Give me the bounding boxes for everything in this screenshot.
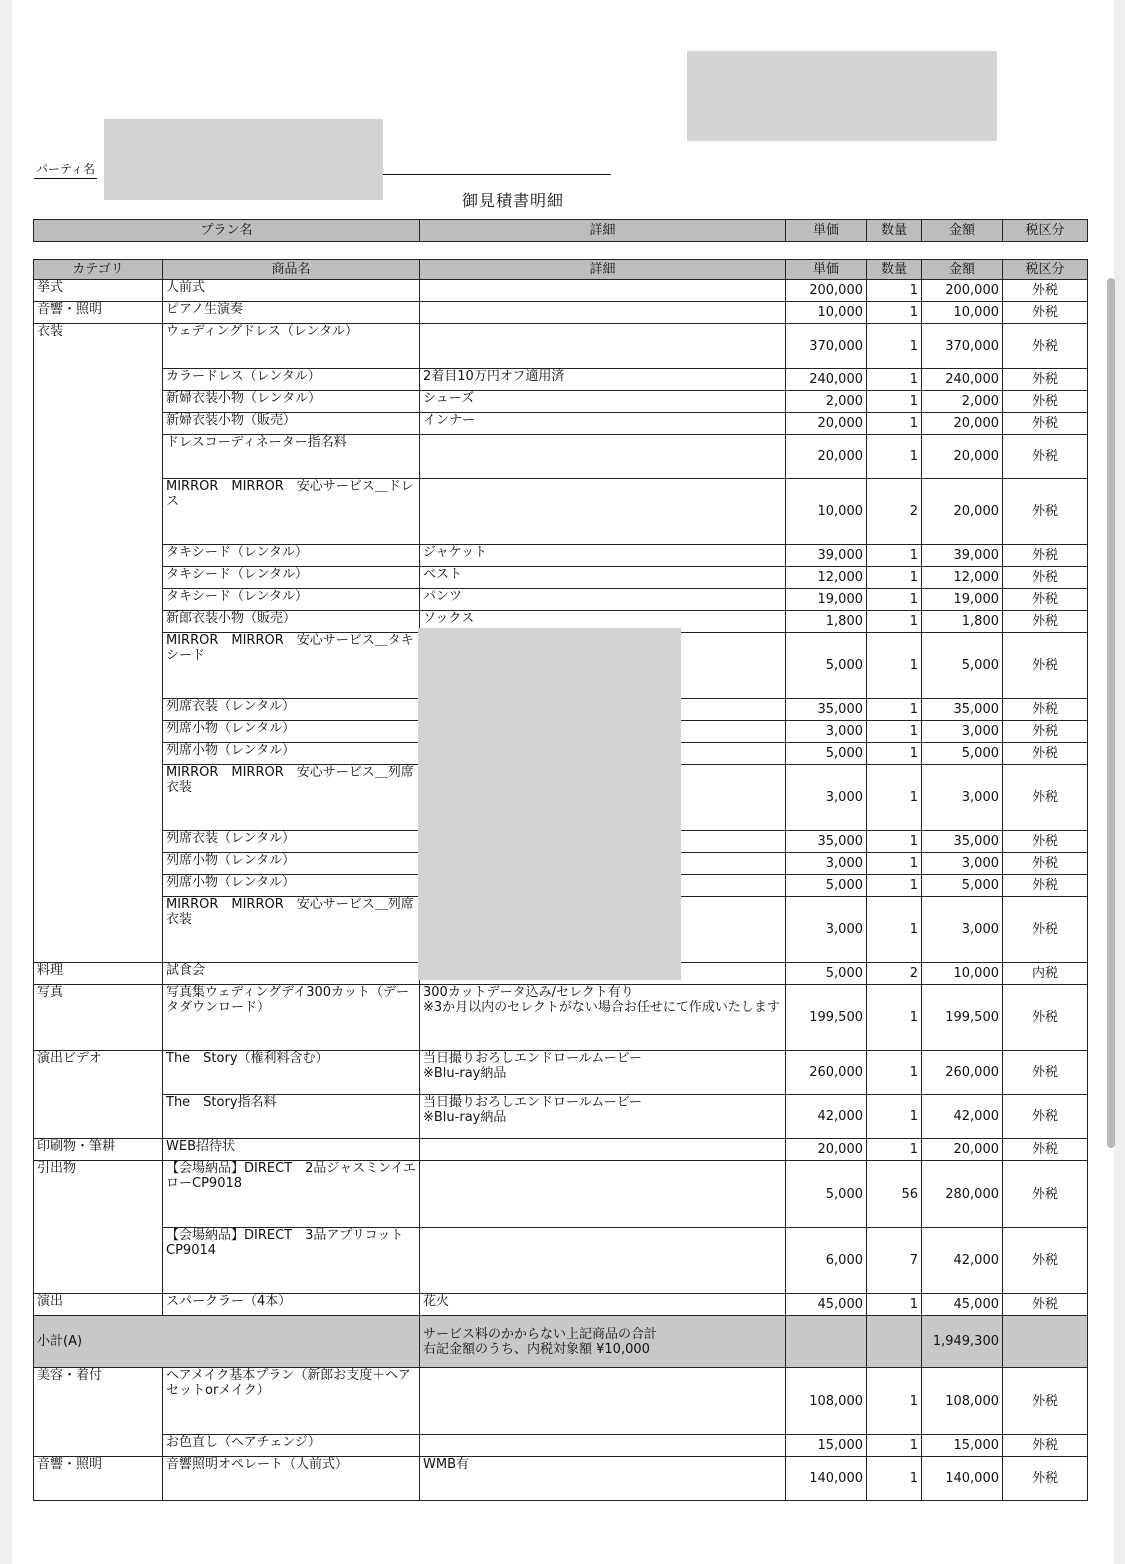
price-cell: 12,000: [786, 567, 867, 589]
tax-cell: 外税: [1003, 302, 1088, 324]
column-header: 税区分: [1003, 260, 1088, 280]
category-cell: [34, 1435, 163, 1457]
category-cell: [34, 743, 163, 765]
price-cell: 5,000: [786, 875, 867, 897]
price-cell: 5,000: [786, 963, 867, 985]
price-cell: 1,800: [786, 611, 867, 633]
category-cell: [34, 479, 163, 545]
redacted-block: [104, 119, 383, 200]
amount-cell: 20,000: [922, 1139, 1003, 1161]
item-cell: 列席小物（レンタル）: [163, 743, 420, 765]
amount-cell: 3,000: [922, 853, 1003, 875]
qty-cell: 1: [867, 1139, 922, 1161]
detail-cell: [420, 1228, 786, 1294]
table-row: [34, 1294, 1088, 1316]
tax-cell: 外税: [1003, 1228, 1088, 1294]
table-row: [34, 1051, 1088, 1095]
category-cell: 演出: [34, 1294, 163, 1316]
price-cell: 39,000: [786, 545, 867, 567]
category-cell: [34, 567, 163, 589]
page-title: 御見積書明細: [462, 191, 565, 210]
qty-cell: 7: [867, 1228, 922, 1294]
column-header: 金額: [922, 260, 1003, 280]
item-cell: 列席小物（レンタル）: [163, 875, 420, 897]
plan-header-cell: 単価: [786, 220, 867, 242]
price-cell: 35,000: [786, 699, 867, 721]
table-header-row: [34, 260, 1088, 280]
amount-cell: 1,800: [922, 611, 1003, 633]
table-row: [34, 391, 1088, 413]
table-row: [34, 1457, 1088, 1501]
category-cell: [34, 611, 163, 633]
amount-cell: 3,000: [922, 897, 1003, 963]
item-cell: WEB招待状: [163, 1139, 420, 1161]
item-cell: 試食会: [163, 963, 420, 985]
tax-cell: 外税: [1003, 1051, 1088, 1095]
tax-cell: 外税: [1003, 831, 1088, 853]
detail-cell: 当日撮りおろしエンドロールムービー ※Blu-ray納品: [420, 1051, 786, 1095]
price-cell: 2,000: [786, 391, 867, 413]
qty-cell: 1: [867, 633, 922, 699]
detail-cell: 花火: [420, 1294, 786, 1316]
category-cell: 美容・着付: [34, 1368, 163, 1435]
table-row: [34, 413, 1088, 435]
price-cell: 260,000: [786, 1051, 867, 1095]
category-cell: [34, 589, 163, 611]
party-name-label: パーティ名: [34, 160, 97, 179]
detail-cell: 2着目10万円オフ適用済: [420, 369, 786, 391]
amount-cell: 42,000: [922, 1228, 1003, 1294]
table-row: [34, 280, 1088, 302]
tax-cell: 外税: [1003, 479, 1088, 545]
amount-cell: 370,000: [922, 324, 1003, 369]
tax-cell: 外税: [1003, 1161, 1088, 1228]
item-cell: 人前式: [163, 280, 420, 302]
amount-cell: 3,000: [922, 721, 1003, 743]
table-row: [34, 324, 1088, 369]
amount-cell: 260,000: [922, 1051, 1003, 1095]
subtotal-label: 小計(A): [34, 1316, 420, 1368]
tax-cell: 外税: [1003, 875, 1088, 897]
qty-cell: 1: [867, 302, 922, 324]
category-cell: 衣装: [34, 324, 163, 369]
qty-cell: 1: [867, 1368, 922, 1435]
qty-cell: 2: [867, 963, 922, 985]
qty-cell: 1: [867, 831, 922, 853]
item-cell: お色直し（ヘアチェンジ）: [163, 1435, 420, 1457]
category-cell: [34, 391, 163, 413]
column-header: 数量: [867, 260, 922, 280]
tax-cell: 外税: [1003, 589, 1088, 611]
qty-cell: 1: [867, 1294, 922, 1316]
item-cell: ピアノ生演奏: [163, 302, 420, 324]
item-cell: The Story指名料: [163, 1095, 420, 1139]
qty-cell: 56: [867, 1161, 922, 1228]
amount-cell: 45,000: [922, 1294, 1003, 1316]
category-cell: [34, 633, 163, 699]
amount-cell: 240,000: [922, 369, 1003, 391]
tax-cell: 外税: [1003, 1435, 1088, 1457]
amount-cell: 5,000: [922, 743, 1003, 765]
qty-cell: 1: [867, 1051, 922, 1095]
detail-cell: ジャケット: [420, 545, 786, 567]
tax-cell: 外税: [1003, 853, 1088, 875]
tax-cell: 外税: [1003, 721, 1088, 743]
category-cell: [34, 831, 163, 853]
detail-cell: [420, 280, 786, 302]
table-row: [34, 1139, 1088, 1161]
item-cell: 音響照明オペレート（人前式）: [163, 1457, 420, 1501]
amount-cell: 5,000: [922, 875, 1003, 897]
price-cell: 108,000: [786, 1368, 867, 1435]
tax-cell: 外税: [1003, 413, 1088, 435]
item-cell: ドレスコーディネーター指名料: [163, 435, 420, 479]
table-row: [34, 567, 1088, 589]
table-row: [34, 1161, 1088, 1228]
detail-cell: ベスト: [420, 567, 786, 589]
amount-cell: 15,000: [922, 1435, 1003, 1457]
column-header: カテゴリ: [34, 260, 163, 280]
amount-cell: 5,000: [922, 633, 1003, 699]
item-cell: ウェディングドレス（レンタル）: [163, 324, 420, 369]
price-cell: 240,000: [786, 369, 867, 391]
price-cell: 10,000: [786, 479, 867, 545]
table-row: [34, 1368, 1088, 1435]
redacted-block: [418, 628, 681, 980]
tax-cell: 外税: [1003, 435, 1088, 479]
amount-cell: 280,000: [922, 1161, 1003, 1228]
price-cell: 45,000: [786, 1294, 867, 1316]
amount-cell: 20,000: [922, 479, 1003, 545]
category-cell: 印刷物・筆耕: [34, 1139, 163, 1161]
amount-cell: 12,000: [922, 567, 1003, 589]
plan-header-cell: プラン名: [34, 220, 420, 242]
item-cell: 列席小物（レンタル）: [163, 853, 420, 875]
price-cell: 5,000: [786, 743, 867, 765]
amount-cell: 42,000: [922, 1095, 1003, 1139]
item-cell: 新郎衣装小物（販売）: [163, 611, 420, 633]
category-cell: [34, 897, 163, 963]
detail-cell: [420, 302, 786, 324]
price-cell: 199,500: [786, 985, 867, 1051]
item-cell: タキシード（レンタル）: [163, 589, 420, 611]
detail-cell: パンツ: [420, 589, 786, 611]
category-cell: 料理: [34, 963, 163, 985]
tax-cell: 外税: [1003, 1095, 1088, 1139]
qty-cell: 1: [867, 1435, 922, 1457]
price-cell: 5,000: [786, 633, 867, 699]
qty-cell: 1: [867, 413, 922, 435]
plan-header-cell: 数量: [867, 220, 922, 242]
category-cell: 写真: [34, 985, 163, 1051]
qty-cell: 1: [867, 1457, 922, 1501]
price-cell: 20,000: [786, 1139, 867, 1161]
amount-cell: 19,000: [922, 589, 1003, 611]
detail-cell: [420, 1368, 786, 1435]
detail-cell: WMB有: [420, 1457, 786, 1501]
vertical-scrollbar[interactable]: [1107, 278, 1115, 1148]
detail-cell: [420, 324, 786, 369]
category-cell: 挙式: [34, 280, 163, 302]
amount-cell: 10,000: [922, 963, 1003, 985]
detail-cell: インナー: [420, 413, 786, 435]
price-cell: 10,000: [786, 302, 867, 324]
item-cell: ヘアメイク基本プラン（新郎お支度＋ヘアセットorメイク）: [163, 1368, 420, 1435]
qty-cell: 1: [867, 611, 922, 633]
price-cell: 5,000: [786, 1161, 867, 1228]
tax-cell: 外税: [1003, 699, 1088, 721]
table-row: [34, 479, 1088, 545]
subtotal-row: [34, 1316, 1088, 1368]
plan-header-cell: 詳細: [420, 220, 786, 242]
amount-cell: 20,000: [922, 413, 1003, 435]
detail-cell: [420, 1435, 786, 1457]
item-cell: 列席衣装（レンタル）: [163, 699, 420, 721]
item-cell: スパークラー（4本）: [163, 1294, 420, 1316]
plan-header-cell: 税区分: [1003, 220, 1088, 242]
detail-cell: 当日撮りおろしエンドロールムービー ※Blu-ray納品: [420, 1095, 786, 1139]
category-cell: [34, 1228, 163, 1294]
category-cell: [34, 413, 163, 435]
category-cell: 音響・照明: [34, 1457, 163, 1501]
redacted-block: [687, 51, 997, 141]
qty-cell: 1: [867, 324, 922, 369]
subtotal-amount: 1,949,300: [922, 1316, 1003, 1368]
tax-cell: 外税: [1003, 611, 1088, 633]
plan-table: [33, 219, 1088, 242]
qty-cell: 1: [867, 897, 922, 963]
item-cell: 【会場納品】DIRECT 2品ジャスミンイエローCP9018: [163, 1161, 420, 1228]
qty-cell: 1: [867, 743, 922, 765]
item-cell: 列席衣装（レンタル）: [163, 831, 420, 853]
subtotal-detail: サービス料のかからない上記商品の合計 右記金額のうち、内税対象額 ¥10,000: [420, 1316, 786, 1368]
qty-cell: 1: [867, 435, 922, 479]
tax-cell: 外税: [1003, 765, 1088, 831]
column-header: 詳細: [420, 260, 786, 280]
price-cell: 35,000: [786, 831, 867, 853]
price-cell: 15,000: [786, 1435, 867, 1457]
detail-cell: ソックス: [420, 611, 786, 633]
item-cell: タキシード（レンタル）: [163, 567, 420, 589]
qty-cell: 1: [867, 545, 922, 567]
item-cell: MIRROR MIRROR 安心サービス＿列席衣装: [163, 897, 420, 963]
table-row: [34, 985, 1088, 1051]
tax-cell: 外税: [1003, 1457, 1088, 1501]
tax-cell: 外税: [1003, 897, 1088, 963]
category-cell: 音響・照明: [34, 302, 163, 324]
amount-cell: 39,000: [922, 545, 1003, 567]
qty-cell: 1: [867, 699, 922, 721]
price-cell: 3,000: [786, 853, 867, 875]
amount-cell: 3,000: [922, 765, 1003, 831]
tax-cell: 外税: [1003, 324, 1088, 369]
qty-cell: 1: [867, 589, 922, 611]
qty-cell: 1: [867, 875, 922, 897]
price-cell: 3,000: [786, 897, 867, 963]
item-cell: 【会場納品】DIRECT 3品アプリコットCP9014: [163, 1228, 420, 1294]
amount-cell: 10,000: [922, 302, 1003, 324]
category-cell: [34, 721, 163, 743]
tax-cell: 外税: [1003, 985, 1088, 1051]
plan-header-cell: 金額: [922, 220, 1003, 242]
amount-cell: 199,500: [922, 985, 1003, 1051]
tax-cell: 外税: [1003, 280, 1088, 302]
qty-cell: 1: [867, 721, 922, 743]
detail-cell: [420, 1161, 786, 1228]
tax-cell: 内税: [1003, 963, 1088, 985]
category-cell: [34, 1095, 163, 1139]
category-cell: 引出物: [34, 1161, 163, 1228]
item-cell: 新婦衣装小物（レンタル）: [163, 391, 420, 413]
item-cell: MIRROR MIRROR 安心サービス＿ドレス: [163, 479, 420, 545]
tax-cell: 外税: [1003, 743, 1088, 765]
category-cell: 演出ビデオ: [34, 1051, 163, 1095]
detail-cell: シューズ: [420, 391, 786, 413]
item-cell: カラードレス（レンタル）: [163, 369, 420, 391]
amount-cell: 35,000: [922, 831, 1003, 853]
tax-cell: 外税: [1003, 391, 1088, 413]
qty-cell: 1: [867, 985, 922, 1051]
qty-cell: 1: [867, 567, 922, 589]
item-cell: 新婦衣装小物（販売）: [163, 413, 420, 435]
tax-cell: 外税: [1003, 633, 1088, 699]
qty-cell: 2: [867, 479, 922, 545]
item-cell: MIRROR MIRROR 安心サービス＿タキシード: [163, 633, 420, 699]
tax-cell: 外税: [1003, 369, 1088, 391]
amount-cell: 200,000: [922, 280, 1003, 302]
price-cell: 3,000: [786, 765, 867, 831]
qty-cell: 1: [867, 1095, 922, 1139]
category-cell: [34, 699, 163, 721]
amount-cell: 20,000: [922, 435, 1003, 479]
item-cell: MIRROR MIRROR 安心サービス＿列席衣装: [163, 765, 420, 831]
price-cell: 20,000: [786, 435, 867, 479]
table-row: [34, 302, 1088, 324]
table-row: [34, 589, 1088, 611]
column-header: 商品名: [163, 260, 420, 280]
qty-cell: 1: [867, 369, 922, 391]
table-row: [34, 545, 1088, 567]
table-row: [34, 1435, 1088, 1457]
price-cell: 20,000: [786, 413, 867, 435]
table-row: [34, 1095, 1088, 1139]
category-cell: [34, 369, 163, 391]
estimate-page: [12, 0, 1114, 1564]
item-cell: 写真集ウェディングデイ300カット（データダウンロード）: [163, 985, 420, 1051]
price-cell: 370,000: [786, 324, 867, 369]
price-cell: 19,000: [786, 589, 867, 611]
table-row: [34, 369, 1088, 391]
tax-cell: 外税: [1003, 545, 1088, 567]
tax-cell: 外税: [1003, 1368, 1088, 1435]
detail-cell: [420, 435, 786, 479]
detail-cell: 300カットデータ込み/セレクト有り ※3か月以内のセレクトがない場合お任せにて作成いたします: [420, 985, 786, 1051]
amount-cell: 2,000: [922, 391, 1003, 413]
category-cell: [34, 765, 163, 831]
item-cell: タキシード（レンタル）: [163, 545, 420, 567]
detail-cell: [420, 479, 786, 545]
price-cell: 6,000: [786, 1228, 867, 1294]
party-name-line: [383, 174, 611, 175]
amount-cell: 108,000: [922, 1368, 1003, 1435]
price-cell: 42,000: [786, 1095, 867, 1139]
plan-header-row: [34, 220, 1088, 242]
category-cell: [34, 435, 163, 479]
price-cell: 140,000: [786, 1457, 867, 1501]
category-cell: [34, 545, 163, 567]
amount-cell: 35,000: [922, 699, 1003, 721]
category-cell: [34, 875, 163, 897]
qty-cell: 1: [867, 853, 922, 875]
qty-cell: 1: [867, 391, 922, 413]
item-cell: The Story（権利料含む）: [163, 1051, 420, 1095]
table-row: [34, 1228, 1088, 1294]
tax-cell: 外税: [1003, 567, 1088, 589]
tax-cell: 外税: [1003, 1139, 1088, 1161]
table-row: [34, 435, 1088, 479]
category-cell: [34, 853, 163, 875]
price-cell: 200,000: [786, 280, 867, 302]
tax-cell: 外税: [1003, 1294, 1088, 1316]
item-cell: 列席小物（レンタル）: [163, 721, 420, 743]
detail-cell: [420, 1139, 786, 1161]
qty-cell: 1: [867, 765, 922, 831]
qty-cell: 1: [867, 280, 922, 302]
column-header: 単価: [786, 260, 867, 280]
price-cell: 3,000: [786, 721, 867, 743]
amount-cell: 140,000: [922, 1457, 1003, 1501]
